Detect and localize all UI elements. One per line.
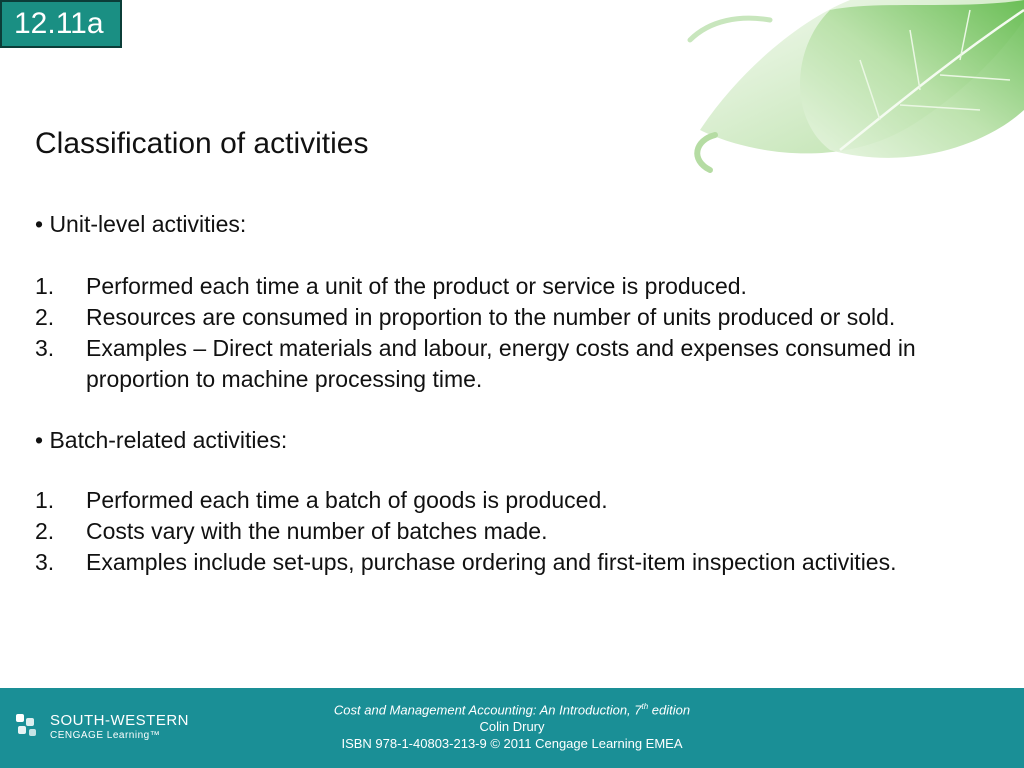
- edition-superscript: th: [641, 702, 649, 711]
- slide-number: 12.11a: [14, 7, 104, 40]
- book-author: Colin Drury: [479, 719, 545, 735]
- batch-related-list: [35, 485, 995, 578]
- list-item: [35, 547, 995, 578]
- item-text: Costs vary with the number of batches made.: [86, 518, 548, 544]
- section-heading-batch-related: • Batch-related activities:: [35, 427, 288, 453]
- cengage-logo-icon: [14, 712, 42, 740]
- item-text: Examples – Direct materials and labour, energy costs and expenses consumed in proportion to machine processing time.: [86, 335, 916, 392]
- list-item: [35, 271, 995, 302]
- list-item: [35, 333, 995, 395]
- list-item: [35, 485, 995, 516]
- book-citation: [250, 698, 774, 752]
- leaf-decoration-image: [680, 0, 1024, 190]
- section-heading-unit-level: • Unit-level activities:: [35, 211, 247, 237]
- list-item: [35, 302, 995, 333]
- book-isbn: ISBN 978-1-40803-213-9 © 2011 Cengage Learning EMEA: [341, 736, 683, 752]
- item-number: 1.: [35, 273, 55, 299]
- item-number: 2.: [35, 304, 55, 330]
- list-item: [35, 516, 995, 547]
- book-title: Cost and Management Accounting: An Introduction, 7th edition: [333, 702, 691, 718]
- item-number: 3.: [35, 549, 55, 575]
- item-text: Performed each time a unit of the product or service is produced.: [86, 273, 747, 299]
- brand-tagline: CENGAGE Learning™: [50, 730, 161, 741]
- unit-level-list: [35, 271, 995, 395]
- slide-number-badge: [0, 0, 122, 48]
- item-text: Resources are consumed in proportion to the number of units produced or sold.: [86, 304, 896, 330]
- footer-bar: [0, 688, 1024, 768]
- item-number: 1.: [35, 487, 55, 513]
- brand-name: SOUTH-WESTERN: [50, 712, 189, 729]
- item-text: Examples include set-ups, purchase ordering and first-item inspection activities.: [86, 549, 897, 575]
- item-number: 3.: [35, 335, 55, 361]
- item-text: Performed each time a batch of goods is produced.: [86, 487, 608, 513]
- item-number: 2.: [35, 518, 55, 544]
- slide-title: Classification of activities: [35, 127, 369, 160]
